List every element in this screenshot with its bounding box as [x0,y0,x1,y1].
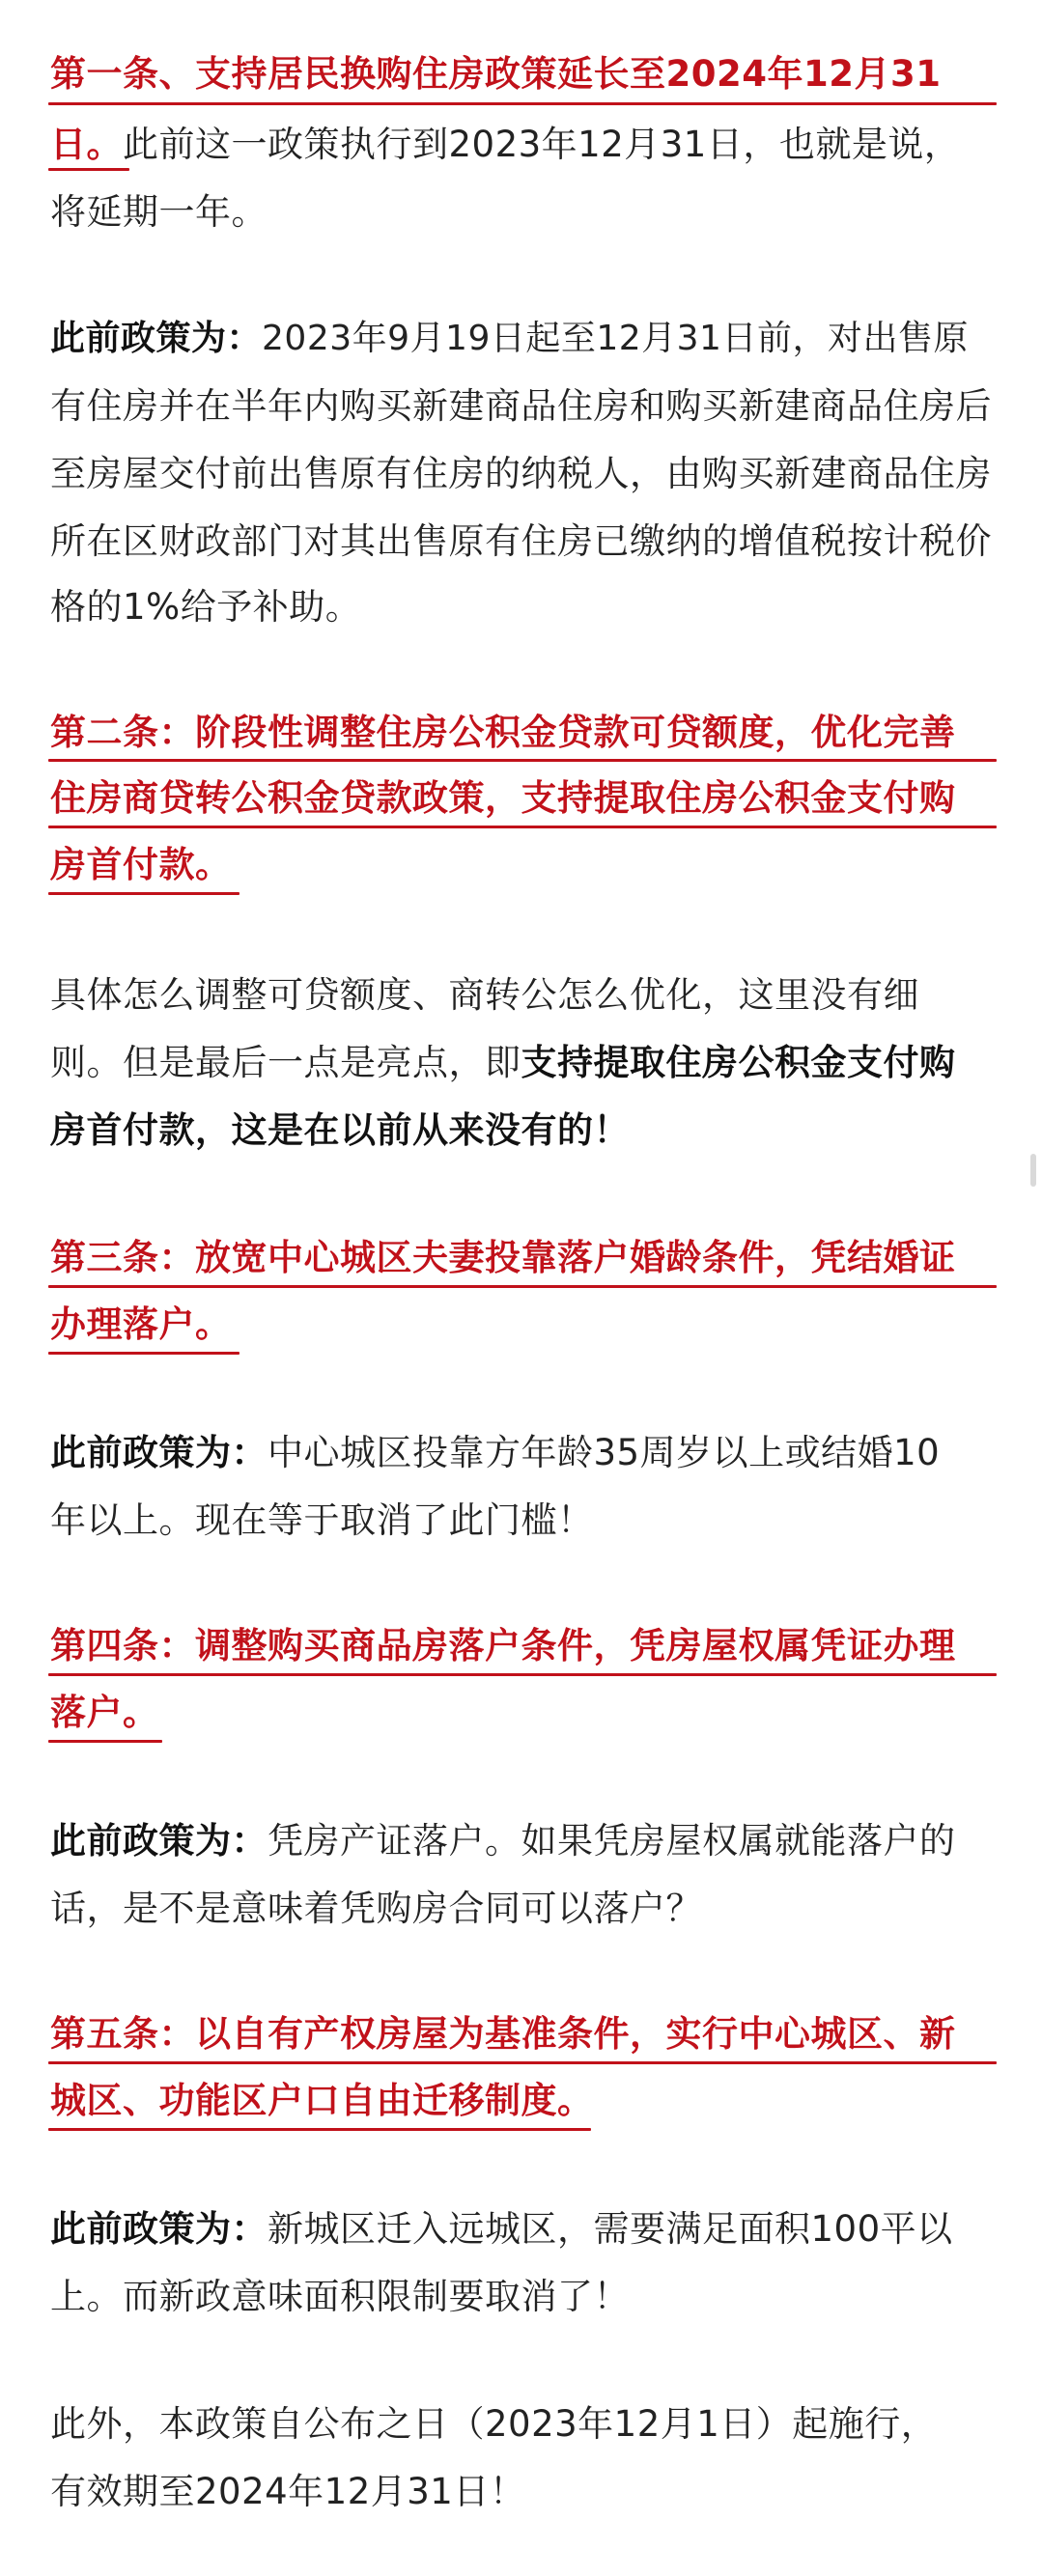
prev-policy-label: 此前政策为： [50,1432,268,1473]
prev-policy-label: 此前政策为： [50,319,263,358]
prev-policy-label: 此前政策为： [50,2208,268,2250]
clause5-prev-text: 新城区迁入远城区，需要满足面积100平以 [268,2208,953,2250]
heading-underline [48,102,997,105]
clause2-body-line2 [50,1033,956,1093]
prev-policy1-line5: 格的1%给予补助。 [50,586,362,628]
clause1-body-line1: 此前这一政策执行到2023年12月31日，也就是说， [123,124,961,165]
heading-underline [48,1285,997,1288]
heading-underline [48,1352,239,1355]
clause3-heading-line2: 办理落户。 [50,1303,232,1345]
clause5-prev-line2: 上。而新政意味面积限制要取消了！ [50,2276,630,2317]
closing-line2: 有效期至2024年12月31日！ [50,2471,526,2512]
scrollbar-thumb[interactable] [1030,1154,1036,1187]
clause5-heading-line2: 城区、功能区户口自由迁移制度。 [50,2080,594,2121]
closing-line1: 此外，本政策自公布之日（2023年12月1日）起施行， [50,2403,938,2445]
prev-policy-label: 此前政策为： [50,1820,268,1862]
clause3-heading-line1: 第三条：放宽中心城区夫妻投靠落户婚龄条件，凭结婚证 [50,1237,956,1278]
clause2-body-highlight: 支持提取住房公积金支付购 [521,1042,956,1083]
clause3-prev-line1 [50,1423,940,1483]
heading-underline [48,1740,162,1743]
clause3-prev-text: 中心城区投靠方年龄35周岁以上或结婚10 [268,1432,941,1473]
prev-policy1-line2: 有住房并在半年内购买新建商品住房和购买新建商品住房后 [50,385,992,427]
clause2-heading-line2: 住房商贷转公积金贷款政策，支持提取住房公积金支付购 [50,777,956,819]
clause4-prev-line2: 话，是不是意味着凭购房合同可以落户？ [50,1888,702,1929]
clause5-heading-line1: 第五条：以自有产权房屋为基准条件，实行中心城区、新 [50,2013,956,2055]
clause2-body-line1: 具体怎么调整可贷额度、商转公怎么优化，这里没有细 [50,974,919,1016]
prev-policy1-text: 2023年9月19日起至12月31日前，对出售原 [262,319,969,358]
clause1-line2 [50,115,960,175]
heading-underline [48,168,129,171]
clause2-body-normal: 则。但是最后一点是亮点，即 [50,1042,521,1083]
clause2-body-line3: 房首付款，这是在以前从来没有的！ [50,1109,630,1151]
clause4-heading-line2: 落户。 [50,1692,159,1733]
clause5-prev-line1 [50,2199,953,2259]
heading-underline [48,892,239,895]
clause1-heading-line1: 第一条、支持居民换购住房政策延长至2024年12月31 [50,53,942,95]
heading-underline [48,759,997,762]
clause2-heading-line3: 房首付款。 [50,844,232,885]
clause1-body-line2: 将延期一年。 [50,191,268,233]
prev-policy1-line3: 至房屋交付前出售原有住房的纳税人，由购买新建商品住房 [50,453,992,494]
clause4-prev-line1 [50,1811,956,1871]
clause2-heading-line1: 第二条：阶段性调整住房公积金贷款可贷额度，优化完善 [50,712,956,753]
clause3-prev-line2: 年以上。现在等于取消了此门槛！ [50,1499,594,1541]
heading-underline [48,2061,997,2064]
clause4-prev-text: 凭房产证落户。如果凭房屋权属就能落户的 [268,1820,956,1862]
clause1-heading-line2: 日。 [50,124,123,165]
heading-underline [48,826,997,828]
heading-underline [48,2128,591,2131]
prev-policy1-line1 [50,309,969,369]
heading-underline [48,1673,997,1676]
prev-policy1-line4: 所在区财政部门对其出售原有住房已缴纳的增值税按计税价 [50,520,992,562]
clause4-heading-line1: 第四条：调整购买商品房落户条件，凭房屋权属凭证办理 [50,1625,956,1666]
